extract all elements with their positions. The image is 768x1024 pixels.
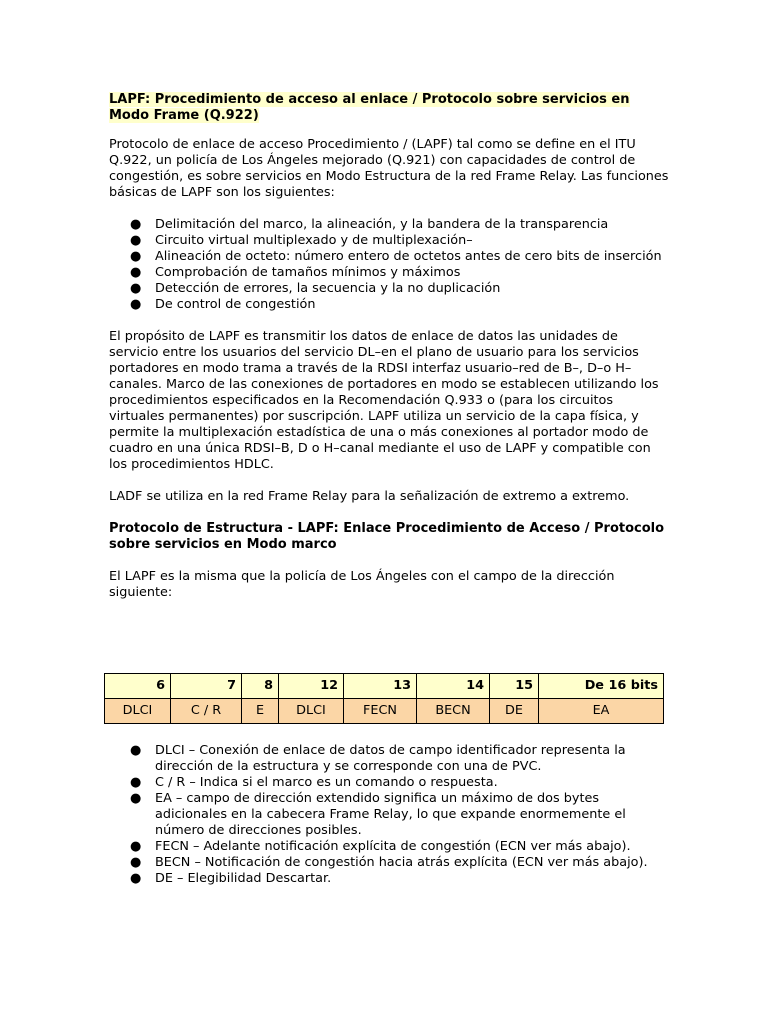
bullet-icon: ● xyxy=(130,217,142,232)
list-item: ● DE – Elegibilidad Descartar. xyxy=(130,871,332,886)
field-cell: FECN xyxy=(344,699,417,724)
field-cell: DE xyxy=(490,699,539,724)
bit-cell: 15 xyxy=(490,674,539,699)
bit-cell: 6 xyxy=(105,674,171,699)
list-item: ● Comprobación de tamaños mínimos y máximos xyxy=(130,265,461,280)
list-item: ● De control de congestión xyxy=(130,297,316,312)
bit-cell: De 16 bits xyxy=(539,674,664,699)
field-cell: EA xyxy=(539,699,664,724)
section-intro-paragraph: El LAPF es la misma que la policía de Los Ángeles con el campo de la dirección siguiente: xyxy=(109,569,615,600)
bit-cell: 14 xyxy=(417,674,490,699)
list-item: ● DLCI – Conexión de enlace de datos de campo identificador representa la dirección de la estructura y se corresponde con una de PVC. xyxy=(130,743,626,774)
list-item: ● EA – campo de dirección extendido significa un máximo de dos bytes adicionales en la cabecera Frame Relay, lo que expande enormemente el número de direcciones posibles. xyxy=(130,791,626,838)
field-cell: C / R xyxy=(171,699,242,724)
field-cell: DLCI xyxy=(279,699,344,724)
bullet-icon: ● xyxy=(130,871,142,886)
intro-paragraph: Protocolo de enlace de acceso Procedimiento / (LAPF) tal como se define en el ITU Q.922, un policía de Los Ángeles mejorado (Q.921) con capacidades de control de congestión, es sobre servicios en Modo Estructura de la red Frame Relay. Las funciones básicas de LAPF son los siguientes: xyxy=(109,137,669,200)
address-field-table xyxy=(104,673,664,724)
bullet-icon: ● xyxy=(130,281,142,296)
title-block xyxy=(109,92,669,124)
list-item: ● FECN – Adelante notificación explícita de congestión (ECN ver más abajo). xyxy=(130,839,631,854)
bullet-icon: ● xyxy=(130,249,142,264)
bullet-icon: ● xyxy=(130,233,142,248)
list-item: ● Detección de errores, la secuencia y la no duplicación xyxy=(130,281,501,296)
field-cell: E xyxy=(242,699,279,724)
bit-cell: 12 xyxy=(279,674,344,699)
ladf-paragraph: LADF se utiliza en la red Frame Relay para la señalización de extremo a extremo. xyxy=(109,489,630,504)
fields-row xyxy=(105,699,664,724)
list-item: ● C / R – Indica si el marco es un comando o respuesta. xyxy=(130,775,498,790)
descriptions-list xyxy=(109,743,669,887)
list-item: ● Circuito virtual multiplexado y de multiplexación– xyxy=(130,233,473,248)
bullet-icon: ● xyxy=(130,265,142,280)
bit-cell: 13 xyxy=(344,674,417,699)
bullet-icon: ● xyxy=(130,791,142,806)
field-cell: BECN xyxy=(417,699,490,724)
bits-row xyxy=(105,674,664,699)
list-item: ● Delimitación del marco, la alineación, y la bandera de la transparencia xyxy=(130,217,609,232)
bullet-icon: ● xyxy=(130,297,142,312)
document-body xyxy=(109,92,669,617)
field-cell: DLCI xyxy=(105,699,171,724)
bullet-icon: ● xyxy=(130,743,142,758)
bit-cell: 8 xyxy=(242,674,279,699)
bullet-icon: ● xyxy=(130,839,142,854)
functions-list xyxy=(109,217,669,313)
bullet-icon: ● xyxy=(130,775,142,790)
list-item: ● BECN – Notificación de congestión hacia atrás explícita (ECN ver más abajo). xyxy=(130,855,648,870)
list-item: ● Alineación de octeto: número entero de octetos antes de cero bits de inserción xyxy=(130,249,662,264)
field-descriptions xyxy=(109,743,669,903)
purpose-paragraph: El propósito de LAPF es transmitir los datos de enlace de datos las unidades de servicio entre los usuarios del servicio DL–en el plano de usuario para los servicios portadores en modo trama a través de la RDSI interfaz usuario–red de B–, D–o H–canales. Marco de las conexiones de portadores en modo se establecen utilizando los procedimientos especificados en la Recomendación Q.933 o (para los circuitos virtuales permanentes) por suscripción. LAPF utiliza un servicio de la capa física, y permite la multiplexación estadística de una o más conexiones al portador modo de cuadro en una única RDSI–B, D o H–canal mediante el uso de LAPF y compatible con los procedimientos HDLC. xyxy=(109,329,659,472)
section-heading: Protocolo de Estructura - LAPF: Enlace Procedimiento de Acceso / Protocolo sobre servicios en Modo marco xyxy=(109,521,665,552)
bullet-icon: ● xyxy=(130,855,142,870)
page-title: LAPF: Procedimiento de acceso al enlace / Protocolo sobre servicios en Modo Frame (Q.922) xyxy=(109,92,630,123)
bit-cell: 7 xyxy=(171,674,242,699)
